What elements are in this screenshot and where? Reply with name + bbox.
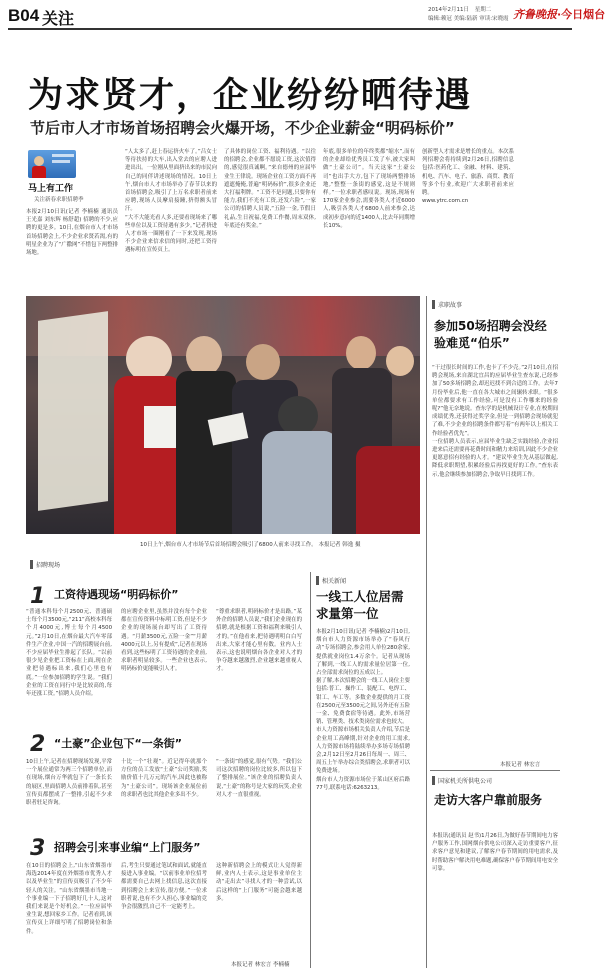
section-col: “一条街”的感觉,很有气势。“我们公司这次招聘的岗位比较多,所以包下了整排展位。”该企业的招聘负责人说,“土豪”的称号是大家的玩笑,企业对人才一直很重视。: [216, 759, 302, 798]
page-header: [8, 4, 605, 30]
story-reporter: 本报记者 林宏言: [500, 762, 541, 768]
section-1: [26, 576, 308, 724]
section-num: 2: [30, 732, 46, 757]
paper-name: 齐鲁晚报: [513, 8, 557, 21]
intro-tag: 马上有工作: [28, 184, 74, 194]
section-col: “尊重求职者,明码标价才是出路。”某外企的招聘人员说,“我们企业现在的招聘,就是根据工资和福利来吸引人才的。”在他看来,把待遇明明白白写出来,大家才能心里有数。业内人士表示,这也说明烟台各企业对人才的争夺越来越激烈,企业越来越重视人才。: [216, 609, 302, 673]
masthead: [513, 3, 605, 22]
website: www.ytrc.com.cn: [422, 198, 469, 205]
intro-col2: “人太多了,赶上春运挤火车了。”吕女士等待扶持的大车,出入堂去的应聘人进进出出。一位刚从里面挤出来的市民向自己的同伴讲述现场的情况。10日上午,烟台市人才市场举办了春节以来的首场招聘会,吸引了上万名求职者前来应聘,现场人员摩肩接踵,挤得额头冒汗。 “大不大能光看人多,还要看现场来了哪些单位以及工资待遇有多少。”记者挤进人才市场一圈刚看了一下来发现,现场不少企业来信求信的同时,还把工资待遇标明在宣传页上。: [125, 149, 217, 254]
story-label: 求职故事: [432, 300, 462, 309]
section-3: [26, 828, 308, 972]
related-body: 本报2月10日讯(记者 李楠楠)2月10日,烟台市人力资源市场举办了“春风行动”专场招聘会,参会用人单位280余家,提供就业岗位1.4万余个。记者从现场了解到,一线工人的需求量位居第一位,占全部需求岗位的五成以上。 据了解,本次招聘会的一线工人岗位主要包括:普工、操作工、装配工、电焊工、钳工、车工等。多数企业提供的月工资在2500元至3500元之间,另外还有五险一金、免费食宿等待遇。此外,市场营销、管理类、技术类岗位需求也较大。 市人力资源市场相关负责人介绍,节后是企业用工高峰期,针对企业的用工需求,人力资源市场将陆续举办多场专场招聘会,2月12日至2月26日每周一、周三、周五上午举办综合类招聘会,求职者可以免费进场。 烟台市人力资源市场位于莱山区府后路77号,联系电话:6263213。: [316, 629, 410, 791]
intro-tag-sub: 关注新春求职招聘季: [34, 197, 84, 203]
section-reporter: 本报记者 林宏言 李楠楠: [231, 962, 290, 968]
related-divider: [310, 572, 311, 968]
page-code: B04: [8, 6, 40, 25]
intro-byline: 本报2月10日讯(记者 李楠楠 通讯员 王光嘉 刘东辉 杨舒超) 招聘的不少,应聘的更是多。10日,在烟台市人才市场首场招聘会上,不少企业求贤若渴,有的明星企业为了“广撒网”不惜包下两整排场地。: [26, 209, 118, 257]
intro-col3: 了具体的岗位工资、福利待遇。“以往的招聘会,企业都不愿说工资,这次值得的,感觉很真诚啊。”来自德州的应届毕业生王律说。现场企业在工资方面不再遮遮掩掩,普遍“明码标价”,很多企业还大打福利牌。“工资不是问题,只要你有能力,我们不光有工资,还发六险”,一家公司的招聘人员说,“五险一金,节假日礼品,生日祝福,免费工作餐,周末双休,年底还有奖金。”: [224, 149, 316, 229]
related-title: 一线工人位居需求量第一位: [316, 589, 404, 621]
intro-col5: 创新型人才需求是增长的重点。本次系列招聘会将持续到2月26日,招聘信息包括:医药化工、金融、材料、建筑、机电、汽车、电子、旅游、商贸、教育等多个行业,欢迎广大求职者前来应聘。 www.ytrc.com.cn: [422, 149, 514, 205]
story-title: 参加50场招聘会没经验难觅“伯乐”: [434, 319, 547, 350]
section-col: 在10日的招聘会上,“山东省烟墨市海选2014年度在外烟墨市优秀人才以及毕业生”的宣传页吸引了不少年轻人的关注。“山东省烟墨市当地一个事业编一下子招聘好几十人,这对我们来说是个好机会。”一位应届毕业生说,想回家乡工作。记者看到,该宣传页上详细写明了招聘岗位和条件。: [26, 863, 112, 935]
section-col: 后,考生只要通过笔试和面试,就能直接进入事业编。“以前事业单位招考都需要自己去网上找信息,这次直接到招聘会上来宣传,很方便。”一位求职者说,也有不少人担心,事业编的竞争会很激烈,自己不一定能考上。: [121, 863, 207, 911]
section-title: 招聘会引来事业编“上门服务”: [54, 841, 201, 854]
job-icon: [28, 150, 76, 178]
power-rule: [430, 770, 560, 771]
right-divider: [426, 296, 427, 968]
header-date: [428, 5, 491, 13]
related-label: 相关新闻: [316, 576, 346, 585]
intro-col4: 年底,很多单位的年终奖都“缩水”,而有的企业却给优秀员工发了车,被大家叫做“土豪公司”。当天这家“土豪公司”也出手大方,包下了现场两整排场地,“整整一条街的感觉,这是不规则样。”一位求职者感叹说。现场,现场有170家企业参会,需要各类人才近6000人,吸引各类人才6800人前来参会,达成初步意向的近1400人,比去年同期增长10%。: [323, 149, 415, 229]
section-title: “土豪”企业包下“一条街”: [54, 737, 182, 750]
headline-subtitle: 节后市人才市场首场招聘会火爆开场，不少企业薪金“明码标价”: [30, 119, 455, 137]
edition: ·今日烟台: [557, 8, 605, 21]
story-body: “干过很长时间的工作,也卡了不少壳。”2月10日,在招聘会现场,来自湖北宜昌的应届毕业生查东说,已经参加了50多场招聘会,却迟迟找不到合适的工作。去年7月份毕业后,他一直在各大城市之间辗转求职。“很多单位都要求有工作经验,可是没有工作哪来的经验呢?”他无奈地说。查东学的是机械设计专业,在校期间成绩优秀,还获得过奖学金,但是一到招聘会现场就犯了难,不少企业的招聘条件都写着“有两年以上相关工作经验者优先”。 一位招聘人员表示,应届毕业生缺乏实践经验,企业招进来后还需要再花费时间和精力来培训,因此不少企业更愿意招有经验的人才。“建议毕业生先从基层做起,降低求职期望,积累经验后再找更好的工作。”查东表示,他会继续参加招聘会,争取早日找到工作。: [432, 365, 558, 478]
main-photo: [26, 296, 420, 534]
section-col: 这种新招聘会上的模式让人觉得新鲜,业内人士表示,这是事业单位主动“走出去”寻找人才的一种尝试,以后这样的“上门服务”可能会越来越多。: [216, 863, 302, 902]
power-body: 本报讯(通讯员 赵书)1月26日,为做好春节期间电力客户服务工作,国网烟台供电公司深入走访重要客户,征求客户意见和建议,了解客户春节期间的用电需求,及时帮助客户解决用电难题,确保客户春节期间用电安全可靠。: [432, 833, 558, 872]
section-col: 的应聘企业里,虽然并没有每个企业都在宣传资料中标明工资,但是不少企业的现场展台却写出了工资待遇。“月薪3500元,五险一金”“月薪4000元以上,另有提成”,记者在现场看到,这些标明了工资待遇的企业前,求职者明显较多。一些企业也表示,明码标价更能吸引人才。: [121, 609, 207, 673]
section-col: 10日上午,记者在招聘现场发现,平常一个展位通常为两三个招聘单位,而在现场,烟台万华就包下了一条长长的展区,里面招聘人员前排着队,甚至宣传页都摆成了一整排,引起不少求职者驻足咨询。: [26, 759, 112, 807]
section-label: 关注: [42, 9, 75, 28]
section-title: 工资待遇现场“明码标价”: [54, 588, 179, 601]
power-title: 走访大客户靠前服务: [434, 793, 543, 807]
recruit-scene-label: 招聘现场: [30, 560, 60, 569]
photo-caption: 10日上午,烟台市人才市场节后首场招聘会吸引了6800人前来寻找工作。 本报记者 韩逸 摄: [140, 542, 361, 548]
section-col: 十比一个“壮观”。近记得年就那个方位的员工发放“土豪”公司奖励,奖励价值十几万元的汽车,因此也被称为“土豪公司”。现场该企业展位前的求职者也比其他企业多出不少。: [121, 759, 207, 798]
section-num: 3: [30, 836, 46, 861]
section-2: [26, 724, 308, 828]
header-rule: [8, 28, 572, 30]
weekday: 星期二: [474, 7, 492, 13]
power-label: 国家机关所供电公司: [432, 776, 492, 785]
headline-title: 为求贤才，企业纷纷晒待遇: [28, 76, 473, 116]
intro-block: [26, 146, 582, 288]
header-editors: 编辑:赖冠 美编:陆新 审读:宋晓霞: [428, 16, 509, 22]
section-col: “普通本科每个月2500元、普通硕士每个月3500元,“211”高校本科每个月4000元,博士每个月4500元。”2月10日,在烟台最大汽车零部件生产企业,中国一汽的招聘展台前,不少应届毕业生排起了长队。“以前很少见企业把工资标在上面,现在企业把待遇标出来,我们心里也有底。”一位参加招聘的学生说。“我们企业的工资在同行中是比较高的,每年还涨工资。”招聘人员介绍。: [26, 609, 112, 698]
section-num: 1: [30, 584, 46, 609]
date: 2014年2月11日: [428, 7, 469, 13]
